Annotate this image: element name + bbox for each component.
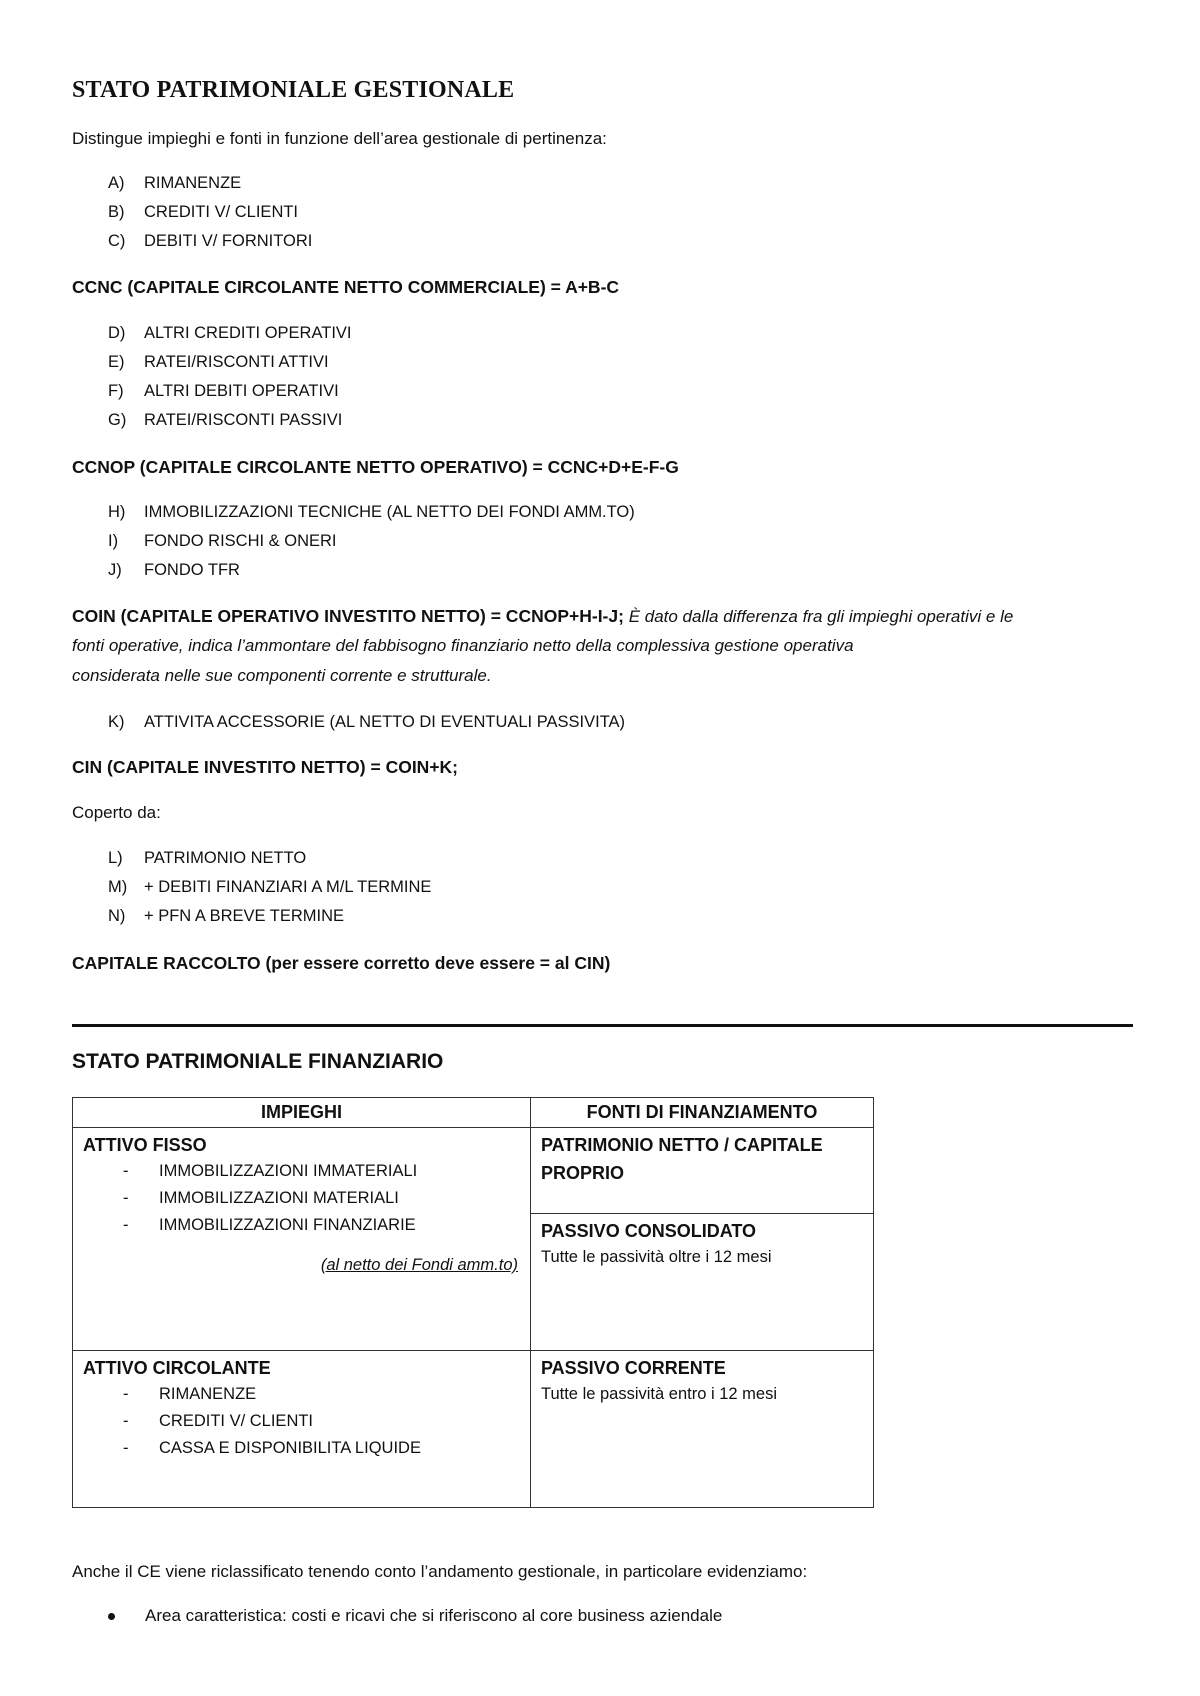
- list-item: [73, 1435, 530, 1462]
- list-label: A): [108, 174, 125, 192]
- list-text: FONDO TFR: [144, 561, 240, 579]
- list-item: [108, 878, 431, 897]
- intro-text: Distingue impieghi e fonti in funzione dell’area gestionale di pertinenza:: [72, 129, 607, 148]
- list-item: [108, 503, 635, 522]
- bullet-icon: [108, 1613, 115, 1620]
- formula-cin: CIN (CAPITALE INVESTITO NETTO) = COIN+K;: [72, 757, 458, 777]
- list-text: ATTIVITA ACCESSORIE (AL NETTO DI EVENTUALI PASSIVITA): [144, 713, 626, 731]
- dash-marker: -: [123, 1216, 129, 1234]
- list-item: [108, 713, 625, 732]
- dash-marker: -: [123, 1162, 129, 1180]
- cell-attivo-circolante: [73, 1351, 531, 1508]
- list-label: K): [108, 713, 125, 731]
- list-item: [108, 324, 352, 343]
- coin-description: È dato dalla differenza fra gli impieghi operativi e le: [628, 607, 1014, 626]
- attivo-circolante-title: ATTIVO CIRCOLANTE: [83, 1358, 271, 1378]
- horizontal-rule: [72, 1024, 1133, 1027]
- list-item: [108, 411, 342, 430]
- list-label: B): [108, 203, 125, 221]
- cell-passivo-corrente: [531, 1351, 874, 1508]
- list-text: RATEI/RISCONTI ATTIVI: [144, 353, 329, 371]
- list-label: M): [108, 878, 128, 896]
- formula-ccnop: CCNOP (CAPITALE CIRCOLANTE NETTO OPERATIVO) = CCNC+D+E-F-G: [72, 457, 679, 477]
- table-row: [73, 1351, 874, 1508]
- passivo-consolidato-title: PASSIVO CONSOLIDATO: [541, 1221, 757, 1241]
- passivo-corrente-title: PASSIVO CORRENTE: [541, 1358, 726, 1378]
- list-text: PATRIMONIO NETTO: [144, 849, 307, 867]
- list-item: [108, 382, 339, 401]
- table-header-row: [73, 1098, 874, 1128]
- coperto-text: Coperto da:: [72, 803, 161, 822]
- section-title-gestionale: STATO PATRIMONIALE GESTIONALE: [72, 77, 515, 103]
- cell-patrimonio-netto: [531, 1128, 874, 1214]
- bullet-item: [108, 1606, 722, 1626]
- list-text: FONDO RISCHI & ONERI: [144, 532, 337, 550]
- attivo-fisso-title: ATTIVO FISSO: [83, 1135, 207, 1155]
- list-text: ALTRI CREDITI OPERATIVI: [144, 324, 352, 342]
- list-item: [73, 1212, 530, 1239]
- table-row: [73, 1128, 874, 1214]
- list-item: [108, 203, 298, 222]
- list-text: CREDITI V/ CLIENTI: [159, 1412, 314, 1430]
- dash-marker: -: [123, 1385, 129, 1403]
- list-text: ALTRI DEBITI OPERATIVI: [144, 382, 339, 400]
- passivo-consolidato-text: Tutte le passività oltre i 12 mesi: [541, 1248, 772, 1266]
- column-header-impieghi: IMPIEGHI: [73, 1098, 531, 1128]
- list-text: IMMOBILIZZAZIONI IMMATERIALI: [159, 1162, 418, 1180]
- list-label: G): [108, 411, 127, 429]
- list-label: C): [108, 232, 126, 250]
- list-item: [108, 174, 241, 193]
- list-text: IMMOBILIZZAZIONI TECNICHE (AL NETTO DEI FONDI AMM.TO): [144, 503, 635, 521]
- list-label: E): [108, 353, 125, 371]
- list-text: RATEI/RISCONTI PASSIVI: [144, 411, 343, 429]
- list-label: N): [108, 907, 126, 925]
- bullet-text: Area caratteristica: costi e ricavi che si riferiscono al core business aziendale: [145, 1606, 723, 1625]
- list-label: J): [108, 561, 122, 579]
- list-item: [108, 232, 312, 251]
- list-text: CASSA E DISPONIBILITA LIQUIDE: [159, 1439, 421, 1457]
- patrimonio-netto-title: PATRIMONIO NETTO / CAPITALE: [541, 1135, 823, 1155]
- list-item: [73, 1185, 530, 1212]
- list-text: IMMOBILIZZAZIONI FINANZIARIE: [159, 1216, 416, 1234]
- formula-ccnc: CCNC (CAPITALE CIRCOLANTE NETTO COMMERCIALE) = A+B-C: [72, 277, 620, 297]
- dash-marker: -: [123, 1439, 129, 1457]
- list-label: I): [108, 532, 119, 550]
- section-title-finanziario: STATO PATRIMONIALE FINANZIARIO: [72, 1050, 444, 1073]
- cell-attivo-fisso: [73, 1128, 531, 1351]
- coin-description-line: considerata nelle sue componenti corrente e strutturale.: [72, 666, 492, 685]
- capitale-raccolto: CAPITALE RACCOLTO (per essere corretto deve essere = al CIN): [72, 953, 611, 973]
- list-text: CREDITI V/ CLIENTI: [144, 203, 299, 221]
- balance-sheet-table: [72, 1097, 874, 1508]
- dash-marker: -: [123, 1412, 129, 1430]
- list-label: H): [108, 503, 126, 521]
- attivo-fisso-note: (al netto dei Fondi amm.to): [320, 1256, 518, 1274]
- passivo-corrente-text: Tutte le passività entro i 12 mesi: [541, 1385, 777, 1403]
- coin-formula-bold: COIN (CAPITALE OPERATIVO INVESTITO NETTO) = CCNOP+H-I-J;: [72, 606, 624, 626]
- list-text: IMMOBILIZZAZIONI MATERIALI: [159, 1189, 399, 1207]
- patrimonio-netto-title-line2: PROPRIO: [541, 1163, 625, 1183]
- formula-coin: [72, 606, 1013, 627]
- column-header-fonti: FONTI DI FINANZIAMENTO: [531, 1098, 874, 1128]
- list-item: [108, 849, 306, 868]
- list-text: + PFN A BREVE TERMINE: [144, 907, 345, 925]
- list-label: D): [108, 324, 126, 342]
- list-text: RIMANENZE: [159, 1385, 257, 1403]
- list-label: F): [108, 382, 124, 400]
- list-item: [108, 561, 240, 580]
- list-item: [108, 907, 344, 926]
- list-item: [73, 1381, 530, 1408]
- list-text: + DEBITI FINANZIARI A M/L TERMINE: [144, 878, 432, 896]
- cell-passivo-consolidato: [531, 1214, 874, 1351]
- list-item: [73, 1158, 530, 1185]
- coin-description-line: fonti operative, indica l’ammontare del fabbisogno finanziario netto della complessiva gestione operativa: [72, 636, 854, 655]
- list-item: [108, 532, 337, 551]
- list-item: [73, 1408, 530, 1435]
- list-text: DEBITI V/ FORNITORI: [144, 232, 313, 250]
- list-item: [108, 353, 329, 372]
- list-text: RIMANENZE: [144, 174, 242, 192]
- ce-intro-text: Anche il CE viene riclassificato tenendo conto l’andamento gestionale, in particolare evidenziamo:: [72, 1562, 808, 1581]
- list-label: L): [108, 849, 123, 867]
- dash-marker: -: [123, 1189, 129, 1207]
